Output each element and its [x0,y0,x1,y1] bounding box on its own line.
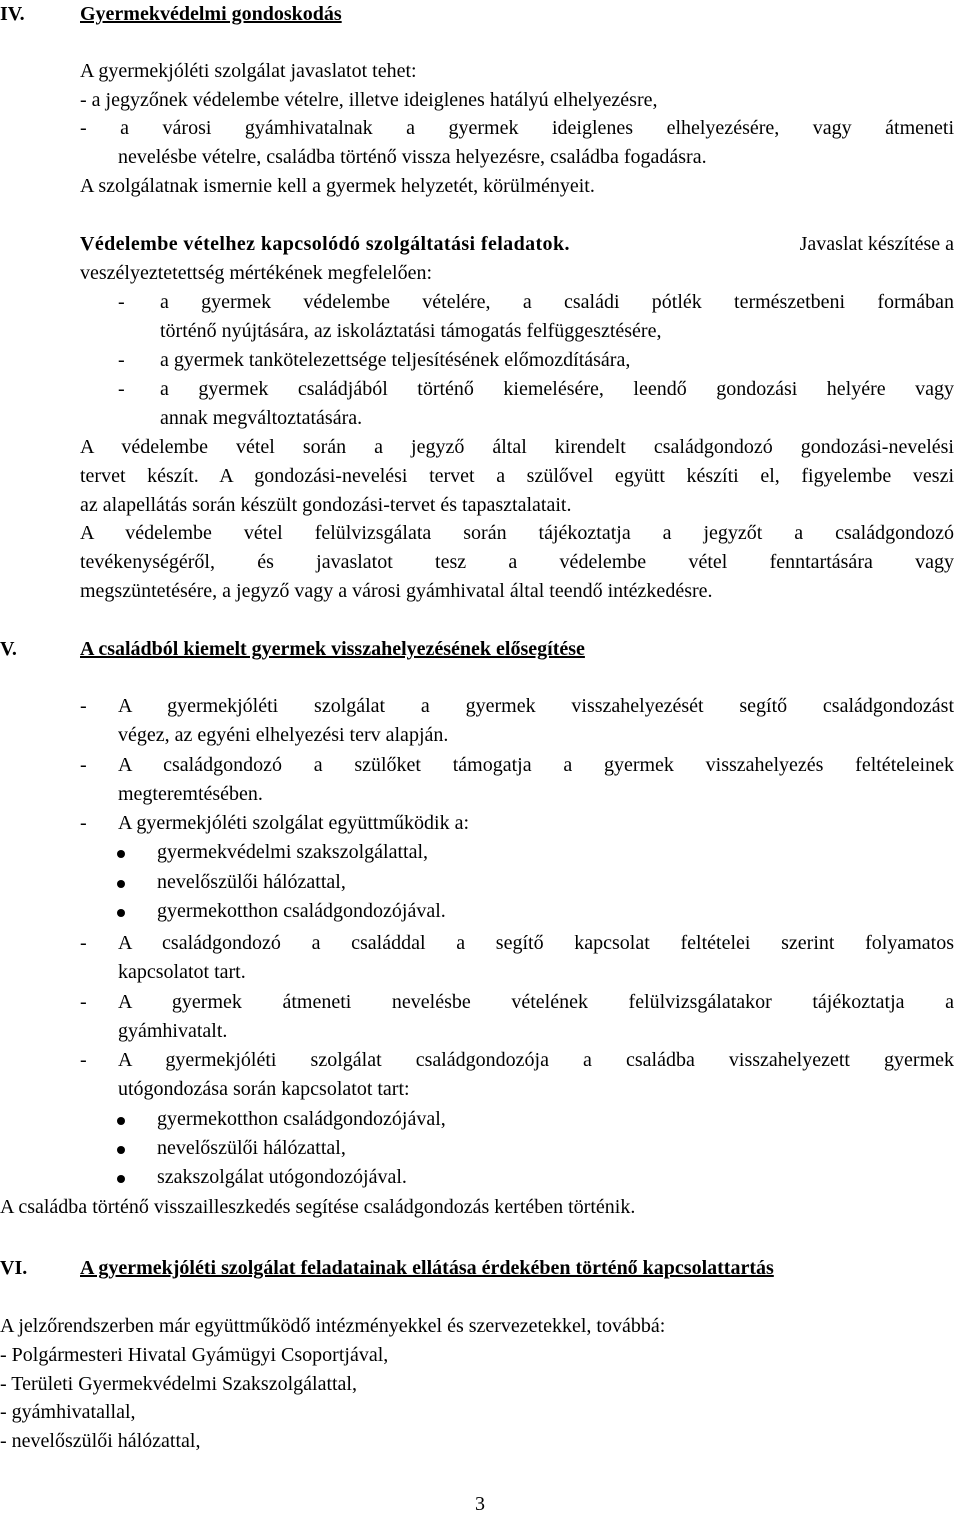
section-iv-intro: A gyermekjóléti szolgálat javaslatot tehet: [80,60,417,82]
bullet-item: nevelőszülői hálózattal, [157,871,346,893]
dash-item: - a gyermek tankötelezettsége teljesítésének előmozdítására, [118,349,631,371]
bullet-item: nevelőszülői hálózattal, [157,1137,346,1159]
bullet-icon [117,850,125,858]
list-item: - A családgondozó a családdal a segítő kapcsolat feltételei szerint folyamatos kapcsolatot tart. [80,932,954,983]
bullet-icon [117,1146,125,1154]
list-item: - A gyermek átmeneti nevelésbe vételének felülvizsgálatakor tájékoztatja a gyámhivatalt. [80,991,954,1042]
section-vi-number: VI. [0,1257,28,1279]
paragraph-2: A védelembe vétel felülvizsgálata során tájékoztatja a jegyzőt a családgondozó tevékenységéről, és javaslatot tesz a védelembe vétel fenntartására vagy megszüntetésére, a jegyző vagy a városi gyámhivatal által teendő intézkedésre. [80,522,954,602]
section-v-closing: A családba történő visszailleszkedés segítése családgondozás kertében történik. [0,1196,636,1218]
bullet-icon [117,1117,125,1125]
section-iv-number: IV. [0,3,25,25]
bullet-item: gyermekvédelmi szakszolgálattal, [157,841,429,863]
section-vi-intro: A jelzőrendszerben már együttműködő intézményekkel és szervezetekkel, továbbá: [0,1315,666,1337]
bullet-item: gyermekotthon családgondozójával, [157,1108,446,1130]
dash-item: - a gyermek családjából történő kiemelésére, leendő gondozási helyére vagy annak megváltoztatására. [118,378,954,429]
section-v-number: V. [0,638,17,660]
list-item: - A családgondozó a szülőket támogatja a gyermek visszahelyezés feltételeinek megteremtésében. [80,754,954,805]
list-item: - A gyermekjóléti szolgálat a gyermek visszahelyezését segítő családgondozást végez, az egyéni elhelyezési terv alapján. [80,695,954,746]
section-vi-item: - nevelőszülői hálózattal, [0,1430,201,1452]
section-vi-item: - gyámhivatallal, [0,1401,136,1423]
bold-run-after: Javaslat készítése a [799,233,954,255]
list-item: - A gyermekjóléti szolgálat együttműködik a: [80,812,470,834]
bullet-item: szakszolgálat utógondozójával. [157,1166,407,1188]
bold-run-text: Védelembe vételhez kapcsolódó szolgáltatási feladatok. [80,233,570,255]
bullet-icon [117,880,125,888]
section-vi-title: A gyermekjóléti szolgálat feladatainak ellátása érdekében történő kapcsolattartás [80,1257,774,1279]
section-iv-item-2-cont: nevelésbe vételre, családba történő vissza helyezésre, családba fogadásra. [118,146,707,168]
section-iv-note: A szolgálatnak ismernie kell a gyermek helyzetét, körülményeit. [80,175,595,197]
section-vi-item: - Polgármesteri Hivatal Gyámügyi Csoportjával, [0,1344,389,1366]
list-item: - A gyermekjóléti szolgálat családgondozója a családba visszahelyezett gyermek utógondozása során kapcsolatot tart: [80,1049,954,1100]
dash-item: - a gyermek védelembe vételére, a családi pótlék természetbeni formában történő nyújtására, az iskoláztatási támogatás felfüggesztésére, [118,291,954,342]
paragraph-1: A védelembe vétel során a jegyző által kirendelt családgondozó gondozási-nevelési tervet készít. A gondozási-nevelési tervet a szülővel együtt készíti el, figyelembe veszi az alapellátás során készült gondozási-tervet és tapasztalatait. [80,436,954,516]
bullet-icon [117,1175,125,1183]
section-iv-item-1: - a jegyzőnek védelembe vételre, illetve ideiglenes hatályú elhelyezésre, [80,89,658,111]
page-number: 3 [475,1493,485,1515]
section-vi-item: - Területi Gyermekvédelmi Szakszolgálattal, [0,1373,357,1395]
section-v-title: A családból kiemelt gyermek visszahelyezésének elősegítése [80,638,585,660]
bullet-item: gyermekotthon családgondozójával. [157,900,446,922]
section-iv-line2: veszélyeztetettség mértékének megfelelően: [80,262,433,284]
bold-run-line [80,230,954,259]
section-iv-item-2: - a városi gyámhivatalnak a gyermek ideiglenes elhelyezésére, vagy átmeneti [80,117,954,139]
bullet-icon [117,909,125,917]
section-iv-title: Gyermekvédelmi gondoskodás [80,3,342,25]
